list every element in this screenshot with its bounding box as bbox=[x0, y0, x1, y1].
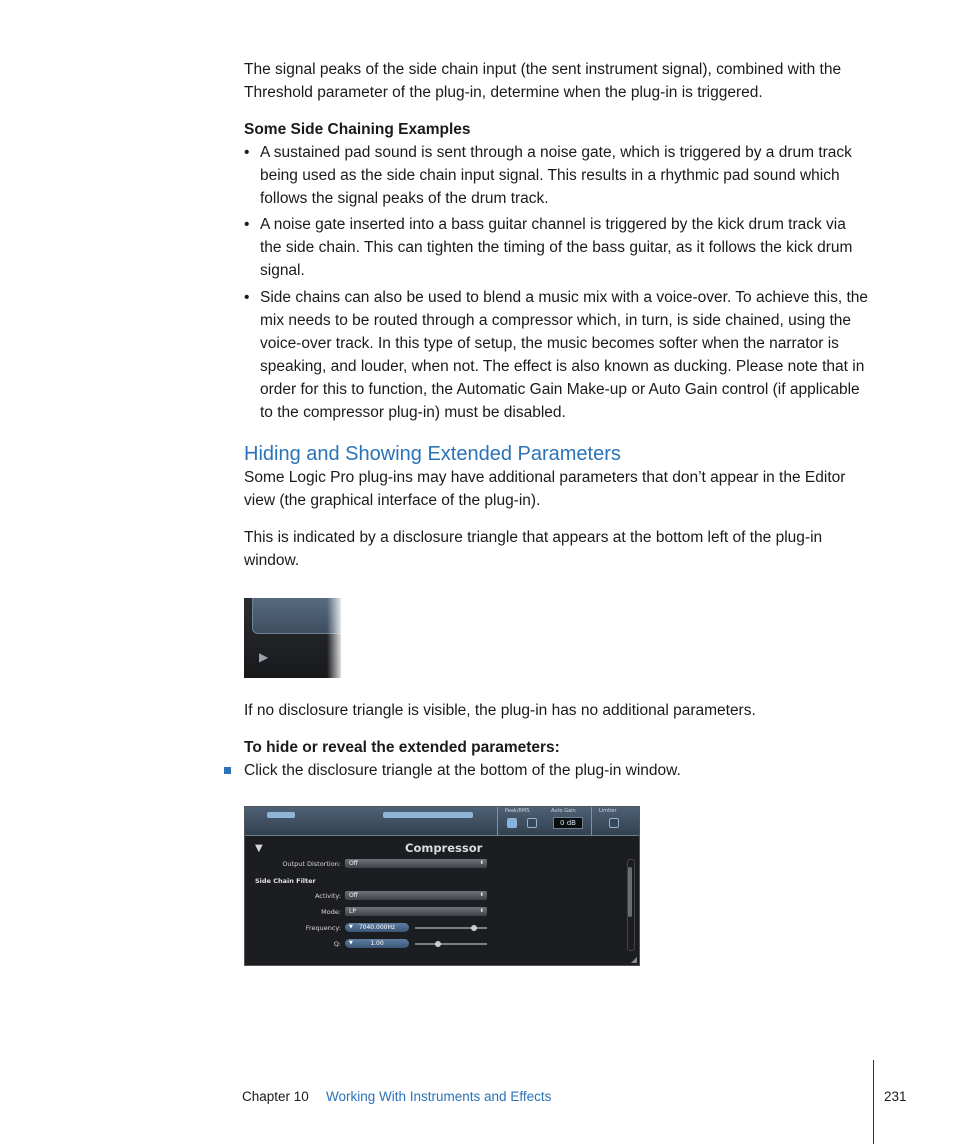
frequency-slider-knob[interactable] bbox=[471, 925, 477, 931]
bullet-dot-icon: • bbox=[244, 216, 250, 233]
mode-select[interactable]: LP ⬍ bbox=[345, 907, 487, 916]
list-item-text: Side chains can also be used to blend a music mix with a voice-over. To achieve this, the mix needs to be routed through a compressor which, in turn, is side chained, using the voice-over track. In this type of setup, the music becomes softer when the narrator is speaking, and louder, when not. The effect is also known as ducking. Please note that in order for this to function, the Automatic Gain Make-up or Auto Gain control (if applicable to the compressor plug-in) must be disabled. bbox=[260, 289, 868, 421]
chevron-down-icon: ▼ bbox=[349, 940, 353, 946]
output-distortion-select[interactable]: Off ⬍ bbox=[345, 859, 487, 868]
auto-gain-readout[interactable]: 0 dB bbox=[553, 817, 583, 829]
section-paragraph-3: If no disclosure triangle is visible, the plug-in has no additional parameters. bbox=[244, 702, 756, 719]
stepper-arrows-icon: ⬍ bbox=[479, 908, 484, 914]
examples-heading: Some Side Chaining Examples bbox=[244, 121, 471, 138]
scrollbar-thumb[interactable] bbox=[628, 867, 632, 917]
footer-divider bbox=[873, 1060, 874, 1144]
peak-button[interactable] bbox=[507, 818, 517, 828]
chevron-down-icon: ▼ bbox=[349, 924, 353, 930]
rms-button[interactable] bbox=[527, 818, 537, 828]
q-slider[interactable] bbox=[415, 943, 487, 945]
pointer-cursor-icon: ▼ bbox=[255, 843, 263, 854]
list-item bbox=[244, 286, 869, 424]
side-chain-filter-label: Side Chain Filter bbox=[255, 877, 316, 885]
frequency-field[interactable]: ▼ 7040.000Hz bbox=[345, 923, 409, 932]
step-bullet-icon bbox=[224, 767, 231, 774]
disclosure-triangle-icon[interactable]: ▶ bbox=[259, 650, 269, 664]
footer-chapter-title[interactable]: Working With Instruments and Effects bbox=[326, 1089, 552, 1104]
intro-paragraph: The signal peaks of the side chain input (the sent instrument signal), combined with the Threshold parameter of the plug-in, determine when the plug-in is triggered. bbox=[244, 61, 842, 101]
meter-slider[interactable] bbox=[383, 812, 473, 818]
footer-chapter: Chapter 10 bbox=[242, 1089, 309, 1104]
section-paragraph-2: This is indicated by a disclosure triangle that appears at the bottom left of the plug-in window. bbox=[244, 529, 823, 569]
disclosure-triangle-screenshot bbox=[244, 598, 341, 678]
list-item-text: A sustained pad sound is sent through a noise gate, which is triggered by a drum track being used as the side chain input signal. This results in a rhythmic pad sound which follows the signal peaks of the drum track. bbox=[260, 144, 852, 207]
peak-rms-label: Peak/RMS bbox=[505, 808, 530, 814]
list-item bbox=[244, 213, 869, 282]
activity-select[interactable]: Off ⬍ bbox=[345, 891, 487, 900]
section-paragraph-1: Some Logic Pro plug-ins may have additional parameters that don’t appear in the Editor view (the graphical interface of the plug-in). bbox=[244, 469, 846, 509]
stepper-arrows-icon: ⬍ bbox=[479, 860, 484, 866]
meter-slider[interactable] bbox=[267, 812, 295, 818]
list-item-text: A noise gate inserted into a bass guitar channel is triggered by the kick drum track via the side chain. This can tighten the timing of the bass guitar, as it follows the kick drum signal. bbox=[260, 216, 853, 279]
task-heading: To hide or reveal the extended parameters: bbox=[244, 739, 560, 756]
resize-handle-icon[interactable]: ◢ bbox=[630, 955, 637, 964]
mode-label: Mode: bbox=[321, 908, 341, 916]
q-slider-knob[interactable] bbox=[435, 941, 441, 947]
frequency-label: Frequency: bbox=[305, 924, 341, 932]
q-label: Q: bbox=[333, 940, 341, 948]
step-text: Click the disclosure triangle at the bottom of the plug-in window. bbox=[244, 762, 681, 779]
stepper-arrows-icon: ⬍ bbox=[479, 892, 484, 898]
output-distortion-label: Output Distortion: bbox=[282, 860, 341, 868]
limiter-button[interactable] bbox=[609, 818, 619, 828]
page-number: 231 bbox=[884, 1089, 907, 1104]
bullet-dot-icon: • bbox=[244, 144, 250, 161]
list-item bbox=[244, 141, 869, 210]
plugin-title: Compressor bbox=[405, 841, 483, 855]
q-field[interactable]: ▼ 1.00 bbox=[345, 939, 409, 948]
compressor-plugin-screenshot bbox=[244, 806, 640, 966]
auto-gain-label: Auto Gain bbox=[551, 808, 576, 814]
plugin-top-bar bbox=[245, 807, 639, 836]
activity-label: Activity: bbox=[314, 892, 341, 900]
section-heading: Hiding and Showing Extended Parameters bbox=[244, 443, 621, 465]
bullet-dot-icon: • bbox=[244, 289, 250, 306]
limiter-label: Limiter bbox=[599, 808, 617, 814]
